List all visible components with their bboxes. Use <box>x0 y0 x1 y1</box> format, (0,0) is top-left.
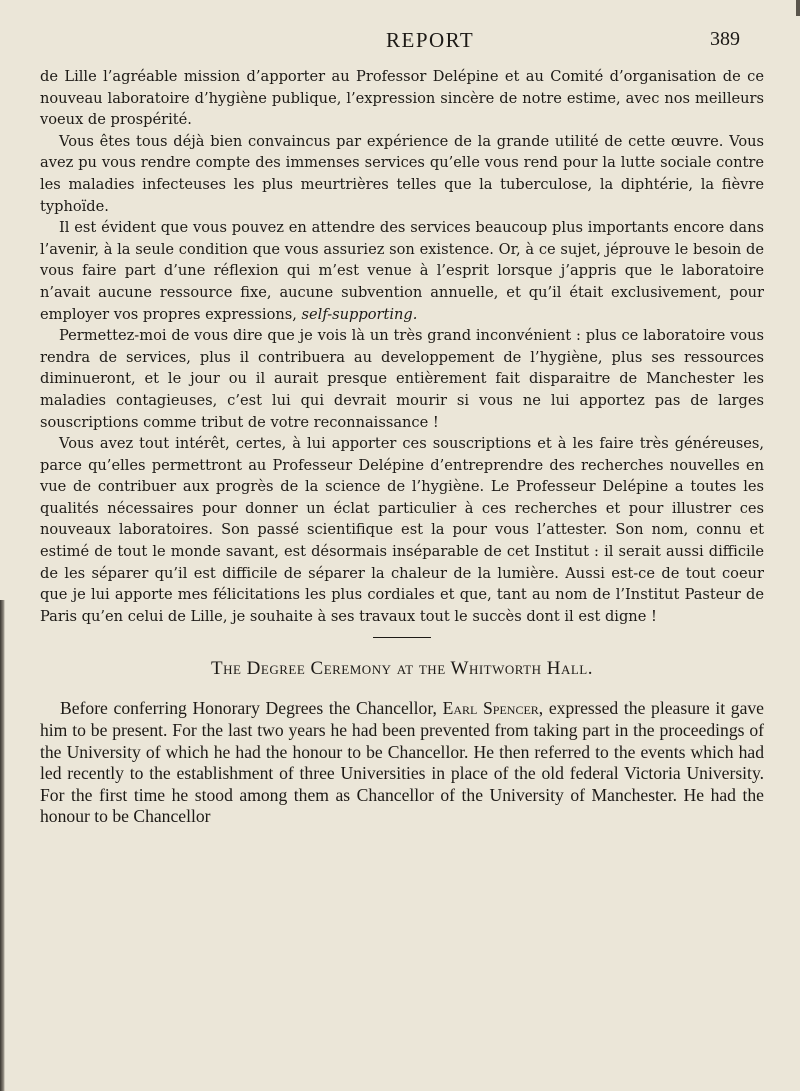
paragraph-6 <box>40 698 764 828</box>
paragraph-3 <box>40 217 764 325</box>
paragraph-6-start: Before conferring Honorary Degrees the Chancellor, <box>60 698 437 719</box>
paragraph-5: Vous avez tout intérêt, certes, à lui apporter ces souscriptions et à les faire très généreuses, parce qu’elles permettront au Professeur Delépine d’entreprendre des recherches nouvelles en vue de contribuer aux progrès de la science de l’hygiène. Le Professeur Delépine a toutes les qualités nécessaires pour donner un éclat particulier à ces recherches et pour illustrer ces nouveaux laboratoires. Son passé scientifique est la pour vous l’attester. Son nom, connu et estimé de tout le monde savant, est désormais inséparable de cet Institut : il serait aussi difficile de les séparer qu’il est difficile de séparer la chaleur de la lumière. Aussi est-ce de tout coeur que je lui apporte mes félicitations les plus cordiales et que, tant au nom de l’Institut Pasteur de Paris qu’en celui de Lille, je souhaite à ses travaux tout le succès dont il est digne ! <box>40 435 764 625</box>
paragraph-6-rest: expressed the pleasure it gave him to be present. For the last two years he had been prevented from taking part in the proceedings of the University of which he had the honour to be Chancellor. He then referred to the events which had led recently to the establishment of three Universities in place of the old federal Victoria University. For the first time he stood among them as Chancellor of the University of Manchester. He had the honour to be Chancellor <box>40 698 764 827</box>
section-heading: The Degree Ceremony at the Whitworth Hall. <box>210 658 593 680</box>
page-corner-mark <box>796 0 800 16</box>
english-report <box>40 698 764 828</box>
french-address <box>40 66 764 627</box>
paragraph-4: Permettez-moi de vous dire que je vois là un très grand inconvénient : plus ce laboratoire vous rendra de services, plus il contribuera au developpement de l’hygiène, plus ses ressources diminueront, et le jour ou il aurait presque entièrement fait disparaitre de Manchester les maladies contagieuses, c’est lui qui devrait mourir si vous ne lui apportez pas de larges souscriptions comme tribut de votre reconnaissance ! <box>40 327 764 431</box>
paragraph-2: Vous êtes tous déjà bien convaincus par expérience de la grande utilité de cette œuvre. Vous avez pu vous rendre compte des immenses services qu’elle vous rend pour la lutte sociale contre les maladies infecteuses les plus meurtrières telles que la tuberculose, la diphtérie, la fièvre typhoïde. <box>40 132 764 215</box>
chancellor-name: Earl Spencer, <box>442 698 544 719</box>
running-head-title: REPORT <box>386 28 475 52</box>
running-head <box>0 28 800 58</box>
paragraph-3-text: Il est évident que vous pouvez en attendre des services beaucoup plus importants encore dans l’avenir, à la seule condition que vous assuriez son existence. Or, à ce sujet, jéprouve le besoin de vous faire part d’une réflexion qui m’est venue à l’esprit lorsque j’appris que le laboratoire n’avait aucune ressource fixe, aucune subvention annuelle, et qu’il était exclusivement, pour employer vos propres expressions, <box>40 219 764 323</box>
page-number: 389 <box>710 28 740 50</box>
paragraph-1: de Lille l’agréable mission d’apporter au Professor Delépine et au Comité d’organisation de ce nouveau laboratoire d’hygiène publique, l’expression sincère de notre estime, avec nos meilleurs voeux de prospérité. <box>40 68 764 129</box>
text-block <box>40 66 764 828</box>
section-separator-rule <box>373 637 431 638</box>
page-binding-edge <box>0 600 5 1091</box>
italic-phrase: self-supporting. <box>301 305 418 323</box>
